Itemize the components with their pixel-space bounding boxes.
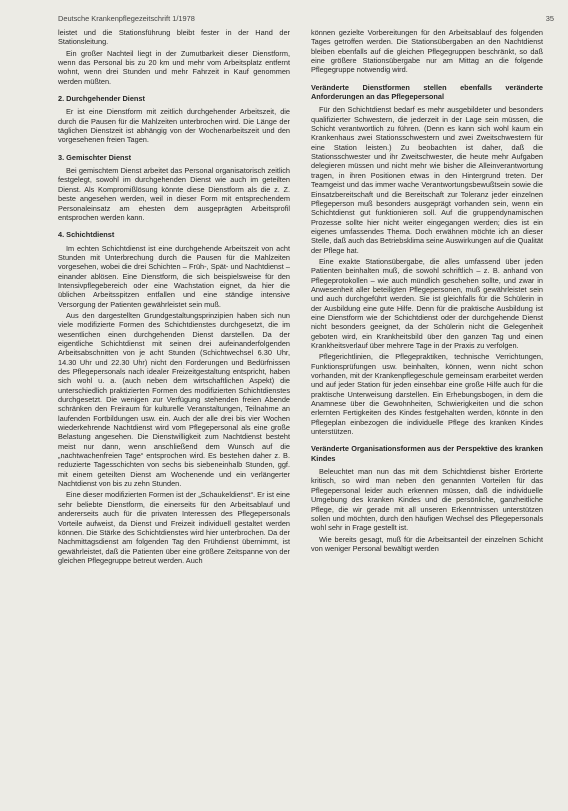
page-number: 35 bbox=[545, 14, 554, 23]
paragraph: Bei gemischtem Dienst arbeitet das Personal organisatorisch zeitlich festgelegt, sowohl im durchgehenden Dienst wie auch im geteilten Dienst. Als Kompromißlösung könnte diese Dienstform als die z. Z. beste angesehen werden, weil in dieser Form mit entsprechendem Personaleinsatz am ehesten dem ausgeprägten Arbeitsprofil entsprochen werden kann. bbox=[58, 166, 290, 222]
paragraph: leistet und die Stationsführung bleibt fester in der Hand der Stationsleitung. bbox=[58, 28, 290, 47]
paragraph: Eine exakte Stationsübergabe, die alles umfassend über jeden Patienten beinhalten muß, die sowohl schriftlich – z. B. anhand von Pflegeprotokollen – wie auch mündlich geschehen sollte, und zwar in Anwesenheit aller beteiligten Pflegepersonen, muß gewährleistet sein und auch durchgeführt werden. Sie ist gleichfalls für die Schülerin in der Ausbildung eine gute Hilfe. Denn für die praktische Ausbildung ist eine Dienstform wie der Schichtdienst oder der durchgehende Dienst nicht besonders geeignet, da der Schülerin nicht die Gelegenheit geboten wird, ein Krankheitsbild über den ganzen Tag und einen Krankheitsverlauf über mehrere Tage in der Praxis zu verfolgen. bbox=[311, 256, 543, 350]
section-heading: 3. Gemischter Dienst bbox=[58, 152, 132, 162]
right-column bbox=[311, 28, 543, 555]
paragraph: Beleuchtet man nun das mit dem Schichtdienst bisher Erörterte kritisch, so wird man neben den genannten Vorteilen für das Pflegepersonal leider auch erkennen müssen, daß die individuelle Umgebung des kranken Kindes und die persönliche, ganzheitliche Pflege, die wir gerade mit all unseren Erkenntnissen unterstützen sollen und möchten, durch den häufigen Wechsel des Pflegepersonals wohl sehr in Frage gestellt ist. bbox=[311, 467, 543, 533]
paragraph: können gezielte Vorbereitungen für den Arbeitsablauf des folgenden Tages getroffen werden. Die Stationsübergaben an den Nachtdienst bleiben ebenfalls auf die gleichen Pflegegruppen beschränkt, so daß eine größere Stationsübergabe nur am Mittag an die folgende Pflegegruppe notwendig wird. bbox=[311, 28, 543, 75]
paragraph: Pflegerichtlinien, die Pflegepraktiken, technische Verrichtungen, Funktionsprüfungen usw. beinhalten, können, wenn nicht schon vorhanden, mit der Krankenpflegeschule gemeinsam erarbeitet werden und auf jeder Station für jeden einsehbar eine große Hilfe auch für die praktische Unterweisung darstellen. Ein Erhebungsbogen, in dem die Anamnese über die Gewohnheiten, Schwierigkeiten und die schon erlernten Fertigkeiten des Kindes festgehalten werden, könnte in den Pflegeplan einbezogen die individuelle Pflege des kranken Kindes unterstützen. bbox=[311, 352, 543, 437]
paragraph: Er ist eine Dienstform mit zeitlich durchgehender Arbeitszeit, die durch die Pausen für die Mahlzeiten unterbrochen wird. Die Länge der täglichen Dienstzeit ist abhängig von der Wochenarbeitszeit und den vorgesehenen freien Tagen. bbox=[58, 107, 290, 145]
left-column bbox=[58, 28, 290, 567]
paragraph: Im echten Schichtdienst ist eine durchgehende Arbeitszeit von acht Stunden mit Unterbrechung durch die Pausen für die Mahlzeiten vorgesehen, wobei die drei Schichten – Früh-, Spät- und Nachtdienst – einander ablösen. Eine Dienstform, die sich beispielsweise für den Intensivpflegebereich oder eine Wachstation eignet, da hier die üblichen Arbeitsspitzen entfallen und eine ständige intensive Versorgung der Patienten gewährleistet sein muß. bbox=[58, 243, 290, 309]
paragraph: Eine dieser modifizierten Formen ist der „Schaukeldienst“. Er ist eine sehr beliebte Dienstform, die einerseits für den Arbeitsablauf und andererseits auch für die privaten Interessen des Pflegepersonals Vorteile aufweist, da Dienst und Freizeit individuell gestaltet werden können. Die Stärke des Schichtdienstes wird hier unterbrochen. Da der Nachmittagsdienst am folgenden Tag den Frühdienst übernimmt, ist gewährleistet, daß die Patienten über eine größere Zeitspanne von der gleichen Pflegegruppe betreut werden. Auch bbox=[58, 490, 290, 565]
paragraph: Wie bereits gesagt, muß für die Arbeitsanteil der einzelnen Schicht von weniger Personal bewältigt werden bbox=[311, 534, 543, 553]
paragraph: Für den Schichtdienst bedarf es mehr ausgebildeter und besonders qualifizierter Schwestern, die jederzeit in der Lage sein müssen, die Schicht verantwortlich zu führen. (Denn es kann sich wohl kaum ein Krankenhaus zwei Stationsschwestern und zwei Zweitschwestern für eine Station leisten.) Zu beobachten ist daher, daß die Stationsschwester und ihr Zweitschwester, die heute mehr Aufgaben delegieren müssen und nicht mehr wie bisher die Alleinverantwortung tragen, in ihren Positionen etwas in den Hintergrund treten. Der Teamgeist und das immer wache Verantwortungsbewußtsein sowie die Einsatzbereitschaft und die Bereitschaft zur Toleranz jeder einzelnen Pflegeperson muß besonders ausgeprägt vorhanden sein, wenn ein Schichtdienst gut funktionieren soll. Auf die gruppendynamischen Prozesse sollte hier nicht weiter eingegangen werden; dies ist ein eigenes umfassendes Thema. Doch erwähnen möchte ich an dieser Stelle, daß auch das Betriebsklima seine Auswirkungen auf die Qualität der Pflege hat. bbox=[311, 105, 543, 255]
paragraph: Ein großer Nachteil liegt in der Zumutbarkeit dieser Dienstform, wenn das Personal bis zu 20 km und mehr vom Arbeitsplatz entfernt wohnt, wenn drei Stunden und mehr Fahrzeit in Kauf genommen werden müßten. bbox=[58, 48, 290, 86]
paragraph: Aus den dargestellten Grundgestaltungsprinzipien haben sich nun viele modifizierte Formen des Schichtdienstes durchgesetzt, die im wesentlichen einen durchgehenden Dienst darstellen. Da der eigentliche Schichtdienst mit seinen drei aufeinanderfolgenden Arbeitsabschnitten von je acht Stunden (Schichtwechsel 6.30 Uhr, 14.30 Uhr und 22.30 Uhr) nicht den Forderungen und Bedürfnissen des Pflegepersonals nach idealer Freizeitgestaltung entspricht, haben sich wohl u. a. (auch neben dem wirtschaftlichen Aspekt) die unterschiedlich praktizierten Formen des modifizierten Schichtdienstes durchgesetzt. Die wenigen zur Verfügung stehenden freien Abende schränken den Freiraum für kulturelle Veranstaltungen, Teilnahme an laufenden Fortbildungen usw. ein. Auch der alle drei bis vier Wochen wiederkehrende Nachtdienst wird vom Pflegepersonal als eine große Belastung angesehen. Die Dienstwilligkeit zum Nachtdienst besteht meist nur dann, wenn anschließend dem Wunsch auf die „nachtwachenfreien Tage“ entsprochen wird. Es bestehen daher z. B. reduzierte Tagesschichten von sechs bis siebeneinhalb Stunden, ggf. mit einem geteilten Dienst am Wochenende und ein verlängerter Nachtdienst von bis zu zehn Stunden. bbox=[58, 310, 290, 489]
section-heading: 4. Schichtdienst bbox=[58, 230, 115, 240]
running-head: Deutsche Krankenpflegezeitschrift 1/1978 bbox=[58, 14, 195, 23]
section-heading: Veränderte Dienstformen stellen ebenfalls veränderte Anforderungen an das Pflegepersonal bbox=[311, 82, 543, 102]
section-heading: Veränderte Organisationsformen aus der Perspektive des kranken Kindes bbox=[311, 444, 543, 463]
section-heading: 2. Durchgehender Dienst bbox=[58, 94, 145, 104]
